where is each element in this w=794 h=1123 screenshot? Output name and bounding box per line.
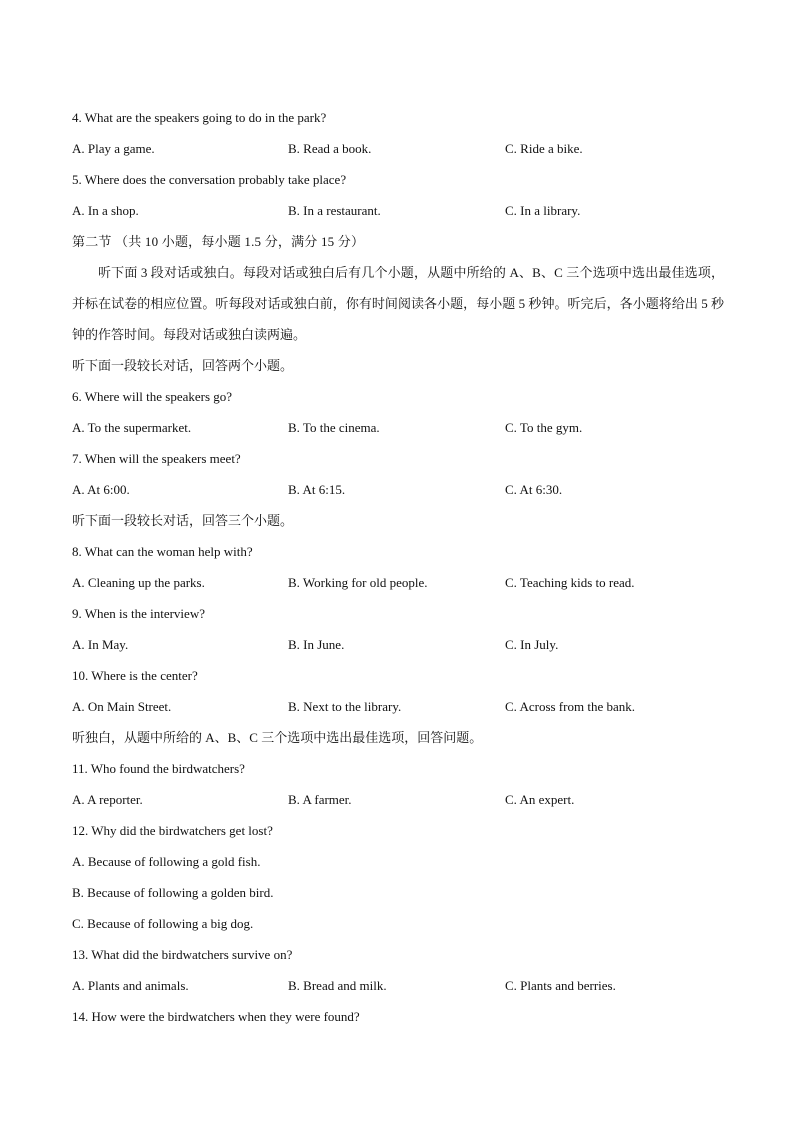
question-9-option-a: A. In May.: [72, 637, 129, 652]
question-11-option-b: B. A farmer.: [288, 792, 352, 807]
question-5-options: [72, 195, 724, 226]
section-2-title: 第二节 （共 10 小题，每小题 1.5 分，满分 15 分）: [72, 234, 365, 249]
question-12-option-c: C. Because of following a big dog.: [72, 916, 254, 931]
dialog-2-prompt: 听下面一段较长对话，回答三个小题。: [72, 513, 294, 528]
monologue-prompt: 听独白，从题中所给的 A、B、C 三个选项中选出最佳选项，回答问题。: [72, 730, 483, 745]
section-2-instructions: 听下面 3 段对话或独白。每段对话或独白后有几个小题，从题中所给的 A、B、C 三个选项中选出最佳选项，并标在试卷的相应位置。听每段对话或独白前，你有时间阅读各小题，每小题 5 秒钟。听完后，各小题将给出 5 秒钟的作答时间。每段对话或独白读两遍。: [72, 265, 724, 342]
question-4-option-b: B. Read a book.: [288, 141, 372, 156]
question-10-stem: 10. Where is the center?: [72, 668, 198, 683]
question-9-options: [72, 629, 724, 660]
question-11-option-a: A. A reporter.: [72, 792, 143, 807]
question-7-option-b: B. At 6:15.: [288, 482, 346, 497]
question-11-options: [72, 784, 724, 815]
question-8-option-a: A. Cleaning up the parks.: [72, 575, 205, 590]
question-13-stem: 13. What did the birdwatchers survive on?: [72, 947, 293, 962]
question-7-option-a: A. At 6:00.: [72, 482, 130, 497]
question-6-options: [72, 412, 724, 443]
question-6-option-c: C. To the gym.: [505, 420, 583, 435]
question-6-stem: 6. Where will the speakers go?: [72, 389, 233, 404]
question-12-option-b: B. Because of following a golden bird.: [72, 885, 274, 900]
question-10-option-b: B. Next to the library.: [288, 699, 402, 714]
question-5-option-a: A. In a shop.: [72, 203, 139, 218]
question-5-option-c: C. In a library.: [505, 203, 581, 218]
question-12-option-a: A. Because of following a gold fish.: [72, 854, 261, 869]
dialog-1-prompt: 听下面一段较长对话，回答两个小题。: [72, 358, 294, 373]
question-4-option-a: A. Play a game.: [72, 141, 155, 156]
question-11-option-c: C. An expert.: [505, 792, 575, 807]
question-4-stem: 4. What are the speakers going to do in the park?: [72, 110, 327, 125]
question-10-options: [72, 691, 724, 722]
question-13-option-c: C. Plants and berries.: [505, 978, 616, 993]
question-10-option-c: C. Across from the bank.: [505, 699, 635, 714]
question-9-option-c: C. In July.: [505, 637, 559, 652]
question-8-options: [72, 567, 724, 598]
question-11-stem: 11. Who found the birdwatchers?: [72, 761, 245, 776]
question-7-stem: 7. When will the speakers meet?: [72, 451, 241, 466]
question-4-option-c: C. Ride a bike.: [505, 141, 583, 156]
question-14-stem: 14. How were the birdwatchers when they were found?: [72, 1009, 360, 1024]
question-8-option-b: B. Working for old people.: [288, 575, 428, 590]
question-6-option-b: B. To the cinema.: [288, 420, 380, 435]
question-6-option-a: A. To the supermarket.: [72, 420, 192, 435]
question-13-options: [72, 970, 724, 1001]
question-8-option-c: C. Teaching kids to read.: [505, 575, 635, 590]
question-8-stem: 8. What can the woman help with?: [72, 544, 253, 559]
exam-page: [72, 102, 724, 1032]
question-10-option-a: A. On Main Street.: [72, 699, 172, 714]
question-5-option-b: B. In a restaurant.: [288, 203, 381, 218]
question-9-stem: 9. When is the interview?: [72, 606, 205, 621]
question-5-stem: 5. Where does the conversation probably take place?: [72, 172, 347, 187]
question-9-option-b: B. In June.: [288, 637, 345, 652]
question-7-options: [72, 474, 724, 505]
question-13-option-a: A. Plants and animals.: [72, 978, 189, 993]
question-4-options: [72, 133, 724, 164]
question-13-option-b: B. Bread and milk.: [288, 978, 387, 993]
question-7-option-c: C. At 6:30.: [505, 482, 563, 497]
question-12-stem: 12. Why did the birdwatchers get lost?: [72, 823, 273, 838]
